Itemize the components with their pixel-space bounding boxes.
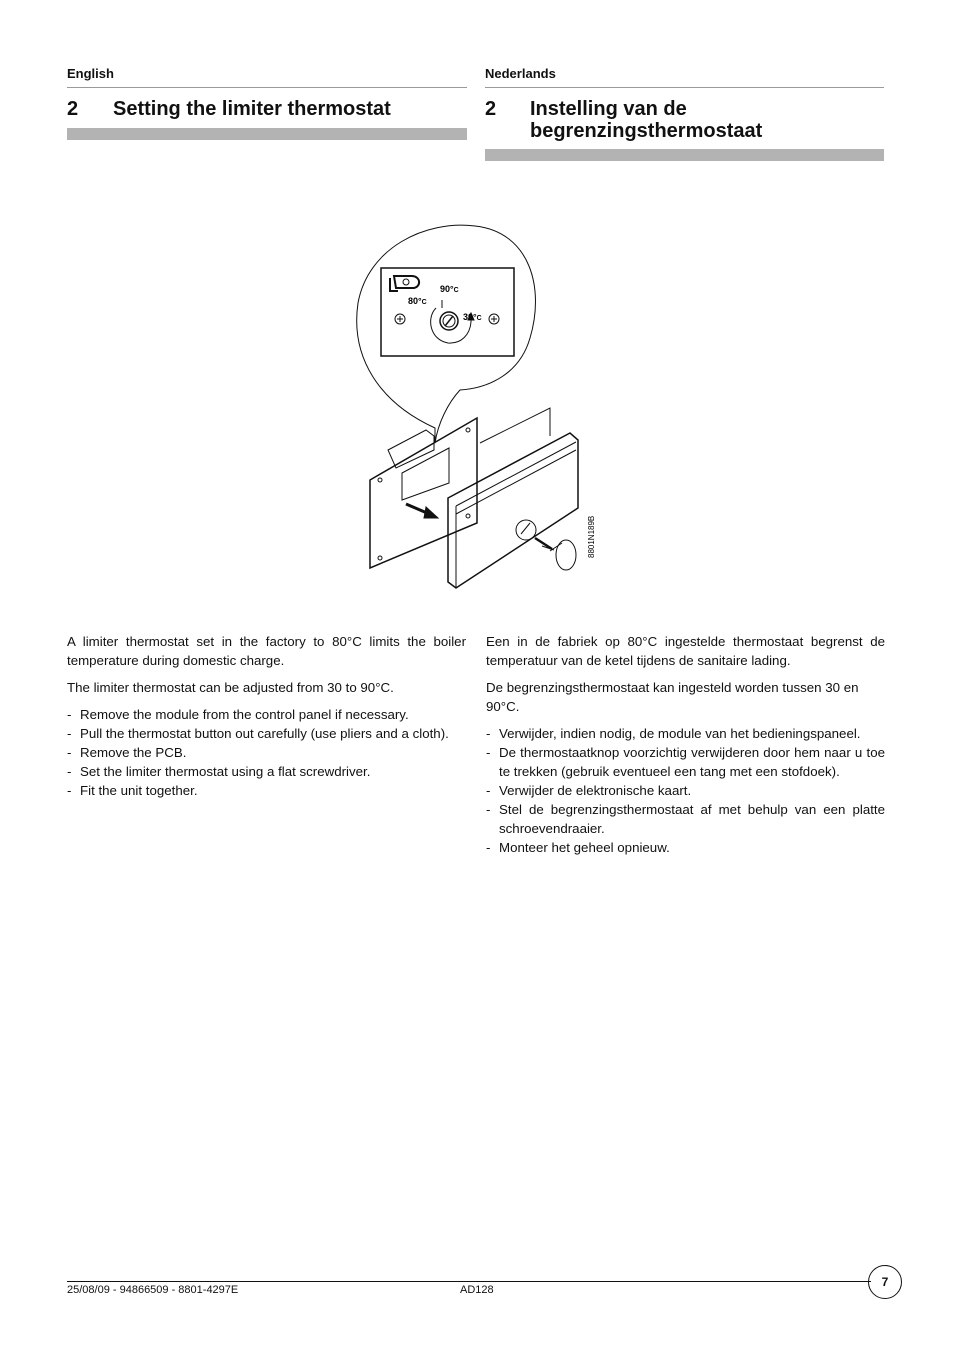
- paragraph-right-1: Een in de fabriek op 80°C ingestelde thermostaat begrenst de temperatuur van de ketel tijdens de sanitaire lading.: [486, 634, 885, 668]
- paragraph-right-2: De begrenzingsthermostaat kan ingesteld worden tussen 30 en 90°C.: [486, 680, 859, 714]
- section-bar-left: [67, 128, 467, 140]
- footer-model: AD128: [460, 1284, 494, 1296]
- list-item: - Verwijder, indien nodig, de module van het bedieningspaneel.: [486, 726, 861, 741]
- page-number: 7: [868, 1265, 902, 1299]
- body-right: [486, 632, 885, 857]
- label-30: 30°C: [463, 312, 482, 322]
- list-item: - Verwijder de elektronische kaart.: [486, 783, 692, 798]
- footer-rule: [67, 1281, 871, 1282]
- paragraph-left-2: The limiter thermostat can be adjusted from 30 to 90°C.: [67, 680, 394, 695]
- body-left: [67, 632, 466, 800]
- thermostat-illustration: [340, 218, 610, 608]
- section-bar-right: [485, 149, 884, 161]
- footer-doc-ref: 25/08/09 - 94866509 - 8801-4297E: [67, 1284, 239, 1296]
- list-item: - Remove the PCB.: [67, 745, 187, 760]
- section-title-left: Setting the limiter thermostat: [113, 98, 391, 120]
- list-item: - Pull the thermostat button out carefully (use pliers and a cloth).: [67, 726, 449, 741]
- paragraph-left-1: A limiter thermostat set in the factory to 80°C limits the boiler temperature during domestic charge.: [67, 634, 466, 668]
- list-item: - Set the limiter thermostat using a flat screwdriver.: [67, 764, 371, 779]
- language-label-english: English: [67, 66, 114, 81]
- list-item: - Remove the module from the control panel if necessary.: [67, 707, 409, 722]
- header-rule-left: [67, 87, 467, 88]
- header-rule-right: [485, 87, 884, 88]
- list-item: - Monteer het geheel opnieuw.: [486, 840, 670, 855]
- section-number-right: 2: [485, 98, 497, 120]
- section-number-left: 2: [67, 98, 79, 120]
- figure-code: 8801N189B: [587, 515, 596, 558]
- list-item: - Stel de begrenzingsthermostaat af met behulp van een platte schroevendraaier.: [486, 802, 885, 836]
- list-item: - Fit the unit together.: [67, 783, 198, 798]
- steps-list-right: [486, 724, 885, 857]
- steps-list-left: [67, 705, 466, 800]
- label-90: 90°C: [440, 284, 459, 294]
- section-title-right: Instelling van de begrenzingsthermostaat: [530, 98, 763, 142]
- language-label-dutch: Nederlands: [485, 66, 556, 81]
- list-item: - De thermostaatknop voorzichtig verwijderen door hem naar u toe te trekken (gebruik eventueel een tang met een stofdoek).: [486, 745, 885, 779]
- thermostat-figure: [340, 218, 610, 608]
- label-80: 80°C: [408, 296, 427, 306]
